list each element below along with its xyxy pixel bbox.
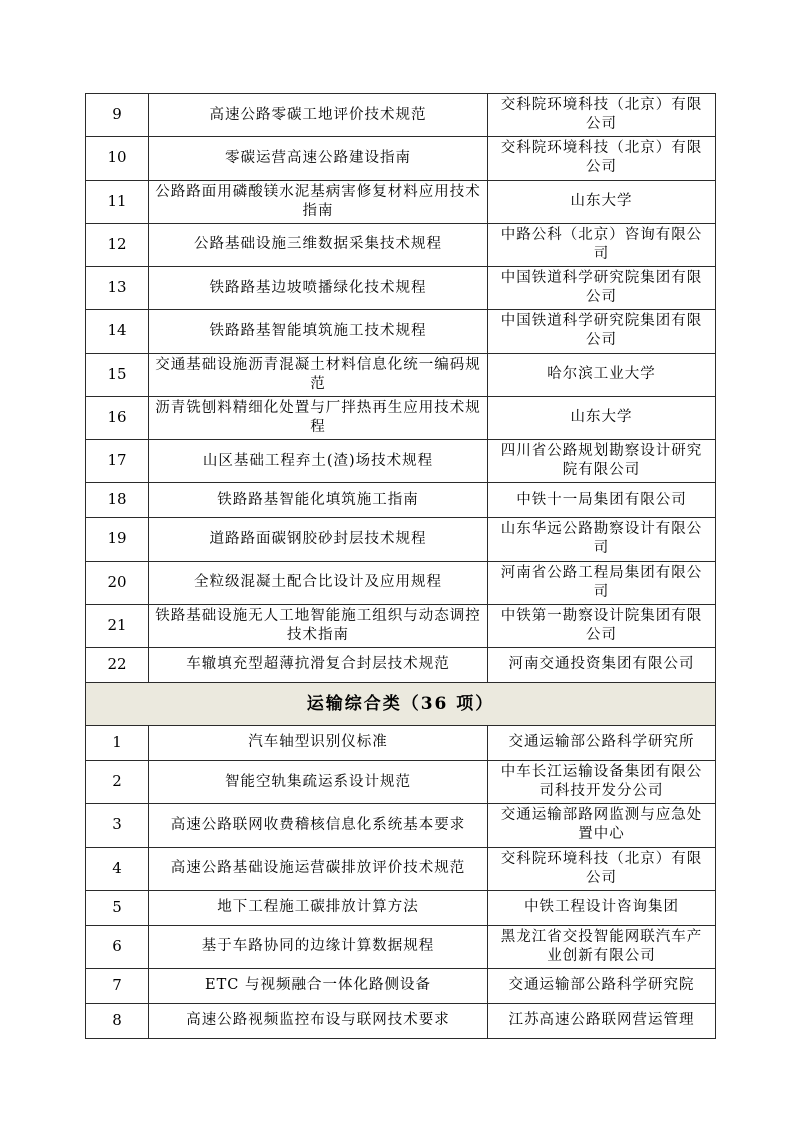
standard-title-cell: 沥青铣刨料精细化处置与厂拌热再生应用技术规程 — [149, 396, 488, 439]
table-row — [86, 847, 716, 890]
table-row — [86, 267, 716, 310]
organization-cell: 中铁第一勘察设计院集团有限公司 — [488, 604, 716, 647]
row-number-cell: 14 — [86, 310, 149, 353]
standard-title-cell: 高速公路零碳工地评价技术规范 — [149, 94, 488, 137]
standard-title-cell: 零碳运营高速公路建设指南 — [149, 137, 488, 180]
organization-cell: 四川省公路规划勘察设计研究院有限公司 — [488, 440, 716, 483]
row-number-cell: 1 — [86, 726, 149, 761]
standard-title-cell: 全粒级混凝土配合比设计及应用规程 — [149, 561, 488, 604]
organization-cell: 山东大学 — [488, 180, 716, 223]
organization-cell: 山东华远公路勘察设计有限公司 — [488, 518, 716, 561]
row-number-cell: 4 — [86, 847, 149, 890]
standard-title-cell: 山区基础工程弃土(渣)场技术规程 — [149, 440, 488, 483]
table-row — [86, 804, 716, 847]
organization-cell: 交科院环境科技（北京）有限公司 — [488, 94, 716, 137]
organization-cell: 河南省公路工程局集团有限公司 — [488, 561, 716, 604]
row-number-cell: 22 — [86, 648, 149, 683]
table-row — [86, 604, 716, 647]
organization-cell: 山东大学 — [488, 396, 716, 439]
standard-title-cell: ETC 与视频融合一体化路侧设备 — [149, 969, 488, 1004]
row-number-cell: 21 — [86, 604, 149, 647]
table-row — [86, 1004, 716, 1039]
row-number-cell: 6 — [86, 925, 149, 968]
organization-cell: 中路公科（北京）咨询有限公司 — [488, 223, 716, 266]
table-row — [86, 925, 716, 968]
row-number-cell: 15 — [86, 353, 149, 396]
standard-title-cell: 车辙填充型超薄抗滑复合封层技术规范 — [149, 648, 488, 683]
standard-title-cell: 高速公路联网收费稽核信息化系统基本要求 — [149, 804, 488, 847]
standard-title-cell: 铁路路基智能化填筑施工指南 — [149, 483, 488, 518]
organization-cell: 中铁十一局集团有限公司 — [488, 483, 716, 518]
table-row — [86, 223, 716, 266]
table-row — [86, 440, 716, 483]
standard-title-cell: 公路路面用磷酸镁水泥基病害修复材料应用技术指南 — [149, 180, 488, 223]
table-row — [86, 726, 716, 761]
table-row — [86, 648, 716, 683]
table-row — [86, 137, 716, 180]
standard-title-cell: 道路路面碳钢胶砂封层技术规程 — [149, 518, 488, 561]
organization-cell: 哈尔滨工业大学 — [488, 353, 716, 396]
row-number-cell: 8 — [86, 1004, 149, 1039]
organization-cell: 江苏高速公路联网营运管理 — [488, 1004, 716, 1039]
section-header: 运输综合类（36 项） — [86, 683, 716, 726]
table-row — [86, 561, 716, 604]
standard-title-cell: 铁路路基智能填筑施工技术规程 — [149, 310, 488, 353]
row-number-cell: 17 — [86, 440, 149, 483]
table-row — [86, 969, 716, 1004]
standard-title-cell: 高速公路基础设施运营碳排放评价技术规范 — [149, 847, 488, 890]
organization-cell: 河南交通投资集团有限公司 — [488, 648, 716, 683]
standards-table — [85, 93, 716, 1039]
organization-cell: 交通运输部路网监测与应急处置中心 — [488, 804, 716, 847]
row-number-cell: 10 — [86, 137, 149, 180]
row-number-cell: 9 — [86, 94, 149, 137]
standard-title-cell: 高速公路视频监控布设与联网技术要求 — [149, 1004, 488, 1039]
standard-title-cell: 铁路路基边坡喷播绿化技术规程 — [149, 267, 488, 310]
organization-cell: 中铁工程设计咨询集团 — [488, 890, 716, 925]
row-number-cell: 19 — [86, 518, 149, 561]
row-number-cell: 16 — [86, 396, 149, 439]
table-row — [86, 761, 716, 804]
row-number-cell: 2 — [86, 761, 149, 804]
organization-cell: 黑龙江省交投智能网联汽车产业创新有限公司 — [488, 925, 716, 968]
organization-cell: 交通运输部公路科学研究院 — [488, 969, 716, 1004]
standard-title-cell: 基于车路协同的边缘计算数据规程 — [149, 925, 488, 968]
table-row — [86, 94, 716, 137]
row-number-cell: 20 — [86, 561, 149, 604]
table-row — [86, 353, 716, 396]
organization-cell: 交通运输部公路科学研究所 — [488, 726, 716, 761]
organization-cell: 中国铁道科学研究院集团有限公司 — [488, 310, 716, 353]
row-number-cell: 12 — [86, 223, 149, 266]
standard-title-cell: 铁路基础设施无人工地智能施工组织与动态调控技术指南 — [149, 604, 488, 647]
standard-title-cell: 地下工程施工碳排放计算方法 — [149, 890, 488, 925]
row-number-cell: 7 — [86, 969, 149, 1004]
section-header-row — [86, 683, 716, 726]
row-number-cell: 13 — [86, 267, 149, 310]
table-row — [86, 396, 716, 439]
organization-cell: 中国铁道科学研究院集团有限公司 — [488, 267, 716, 310]
row-number-cell: 5 — [86, 890, 149, 925]
row-number-cell: 3 — [86, 804, 149, 847]
row-number-cell: 11 — [86, 180, 149, 223]
standard-title-cell: 汽车轴型识别仪标准 — [149, 726, 488, 761]
standard-title-cell: 交通基础设施沥青混凝土材料信息化统一编码规范 — [149, 353, 488, 396]
table-row — [86, 483, 716, 518]
organization-cell: 中车长江运输设备集团有限公司科技开发分公司 — [488, 761, 716, 804]
table-row — [86, 310, 716, 353]
organization-cell: 交科院环境科技（北京）有限公司 — [488, 847, 716, 890]
standard-title-cell: 智能空轨集疏运系设计规范 — [149, 761, 488, 804]
table-row — [86, 180, 716, 223]
organization-cell: 交科院环境科技（北京）有限公司 — [488, 137, 716, 180]
row-number-cell: 18 — [86, 483, 149, 518]
table-row — [86, 518, 716, 561]
table-body — [86, 94, 716, 1039]
standard-title-cell: 公路基础设施三维数据采集技术规程 — [149, 223, 488, 266]
table-row — [86, 890, 716, 925]
